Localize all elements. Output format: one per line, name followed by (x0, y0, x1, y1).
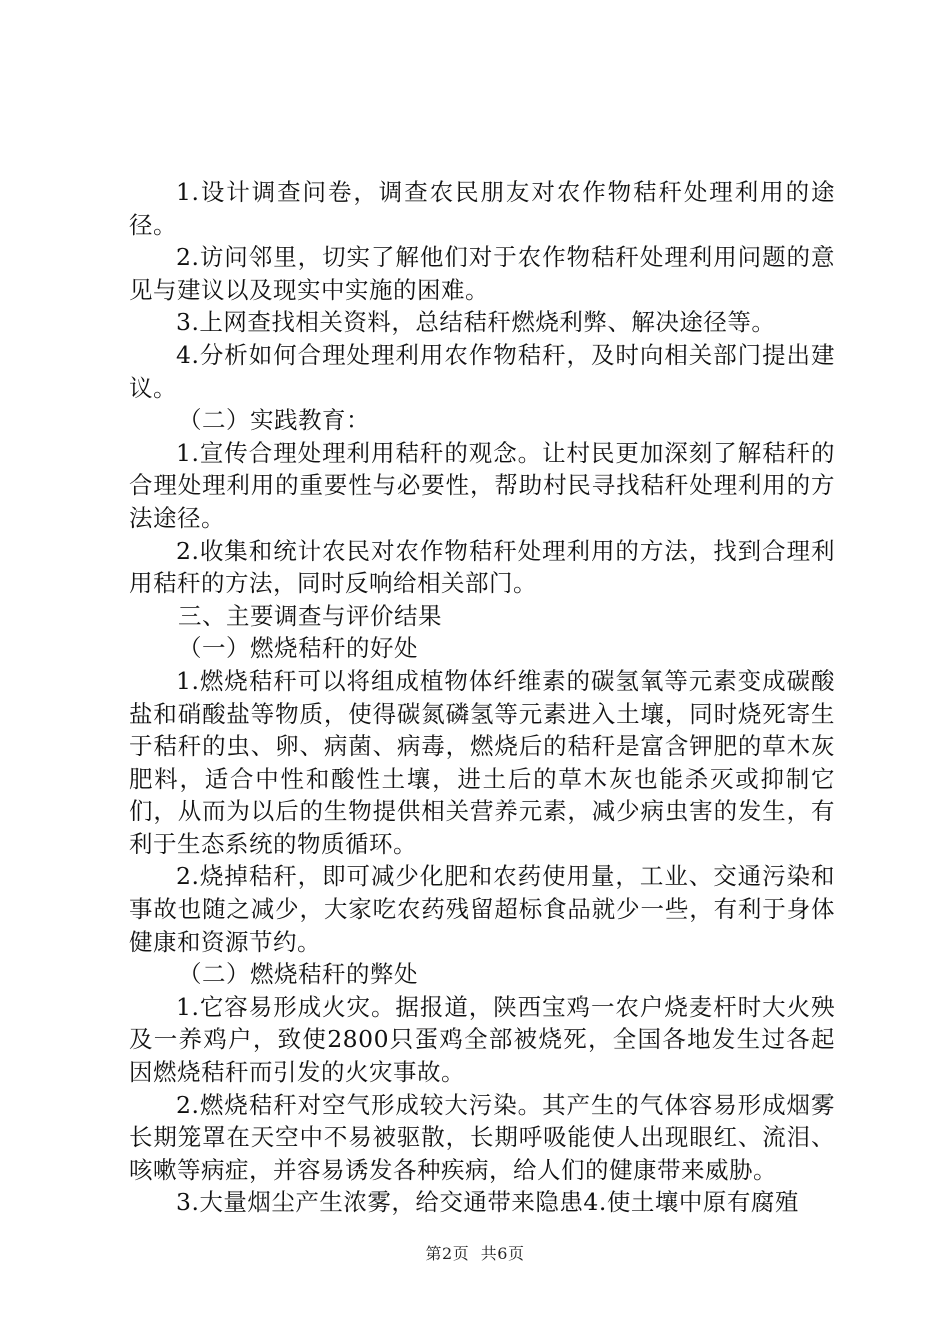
paragraph-item-6: 2.收集和统计农民对农作物秸秆处理利用的方法，找到合理利用秸秆的方法，同时反响给相关部门。 (129, 536, 835, 598)
paragraph-item-8: 2.烧掉秸秆，即可减少化肥和农药使用量，工业、交通污染和事故也随之减少，大家吃农药残留超标食品就少一些，有利于身体健康和资源节约。 (129, 862, 835, 956)
paragraph-item-1: 1.设计调查问卷，调查农民朋友对农作物秸秆处理利用的途径。 (129, 178, 835, 239)
paragraph-item-4: 4.分析如何合理处理利用农作物秸秆，及时向相关部门提出建议。 (129, 340, 835, 402)
page-total: 共6页 (480, 1244, 525, 1263)
paragraph-item-5: 1.宣传合理处理利用秸秆的观念。让村民更加深刻了解秸秆的合理处理利用的重要性与必要性，帮助村民寻找秸秆处理利用的方法途径。 (129, 438, 835, 532)
paragraph-item-7: 1.燃烧秸秆可以将组成植物体纤维素的碳氢氧等元素变成碳酸盐和硝酸盐等物质，使得碳氮磷氢等元素进入土壤，同时烧死寄生于秸秆的虫、卵、病菌、病毒，燃烧后的秸秆是富含钾肥的草木灰肥料，适合中性和酸性土壤，进土后的草木灰也能杀灭或抑制它们，从而为以后的生物提供相关营养元素，减少病虫害的发生，有利于生态系统的物质循环。 (129, 666, 835, 858)
paragraph-item-10: 2.燃烧秸秆对空气形成较大污染。其产生的气体容易形成烟雾长期笼罩在天空中不易被驱散，长期呼吸能使人出现眼红、流泪、咳嗽等病症，并容易诱发各种疾病，给人们的健康带来威胁。 (129, 1090, 835, 1184)
paragraph-item-11: 3.大量烟尘产生浓雾，给交通带来隐患4.使土壤中原有腐殖 (176, 1188, 799, 1217)
section-heading-drawbacks: （二）燃烧秸秆的弊处 (178, 960, 418, 989)
page-footer (0, 1244, 950, 1264)
paragraph-item-3: 3.上网查找相关资料，总结秸秆燃烧利弊、解决途径等。 (176, 308, 776, 337)
section-heading-practice-education: （二）实践教育： (178, 406, 370, 435)
paragraph-item-2: 2.访问邻里，切实了解他们对于农作物秸秆处理利用问题的意见与建议以及现实中实施的困难。 (129, 243, 835, 304)
document-body (129, 176, 835, 1219)
page-number: 第2页 (425, 1244, 470, 1263)
section-heading-results: 三、主要调查与评价结果 (178, 601, 442, 630)
section-heading-benefits: （一）燃烧秸秆的好处 (178, 634, 418, 663)
paragraph-item-9: 1.它容易形成火灾。据报道，陕西宝鸡一农户烧麦杆时大火殃及一养鸡户，致使2800只蛋鸡全部被烧死，全国各地发生过各起因燃烧秸秆而引发的火灾事故。 (129, 992, 835, 1087)
